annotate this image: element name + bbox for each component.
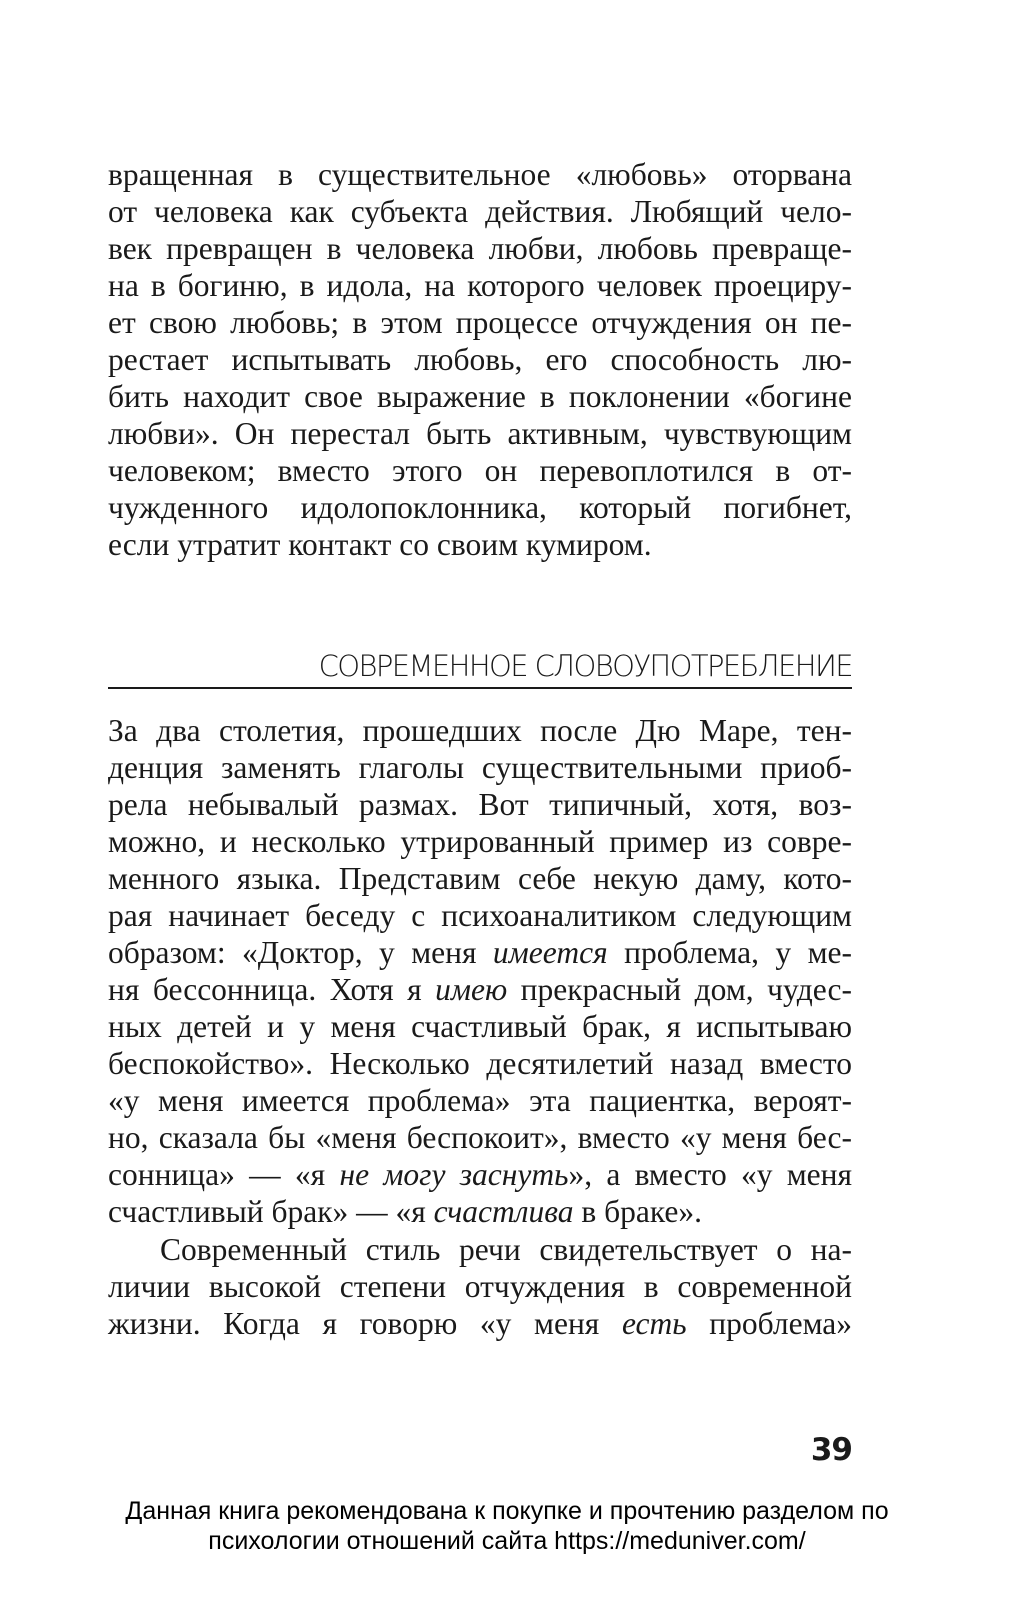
italic-run: имею	[435, 972, 508, 1007]
italic-run: есть	[621, 1306, 687, 1341]
text-line: чужденного идолопоклонника, который погибнет,	[108, 490, 852, 525]
paragraph	[108, 712, 852, 1230]
text-run: прекрасный дом, чудес-	[507, 972, 852, 1007]
text-line	[108, 1193, 852, 1230]
text-line: вращенная в существительное «любовь» оторвана	[108, 157, 852, 192]
text-run: жизни. Когда я говорю «у меня	[108, 1306, 622, 1341]
text-line: денция заменять глаголы существительными приоб-	[108, 750, 852, 785]
heading-rule	[108, 687, 852, 689]
text-line: но, сказала бы «меня беспокоит», вместо «у меня бес-	[108, 1120, 852, 1155]
footer-note	[0, 1496, 1014, 1556]
paragraph-continuation	[108, 156, 852, 563]
text-line: ных детей и у меня счастливый брак, я испытываю	[108, 1009, 852, 1044]
text-line: менного языка. Представим себе некую даму, кото-	[108, 861, 852, 896]
text-run: проблема»	[686, 1306, 853, 1341]
text-run: счастливый брак» — «я	[108, 1194, 434, 1229]
text-line: личии высокой степени отчуждения в современной	[108, 1269, 852, 1304]
section-heading: СОВРЕМЕННОЕ СЛОВОУПОТРЕБЛЕНИЕ	[318, 649, 852, 683]
text-line: рая начинает беседу с психоаналитиком следующим	[108, 898, 852, 933]
text-line	[108, 934, 852, 971]
text-run: », а вместо «у меня	[568, 1157, 852, 1192]
text-line: ет свою любовь; в этом процессе отчуждения он пе-	[108, 305, 852, 340]
text-line: За два столетия, прошедших после Дю Маре, тен-	[108, 713, 852, 748]
footer-line: Данная книга рекомендована к покупке и прочтению разделом по	[125, 1497, 889, 1525]
text-line: на в богиню, в идола, на которого человек проециру-	[108, 268, 852, 303]
text-line: человеком; вместо этого он перевоплотился в от-	[108, 453, 852, 488]
text-line: Современный стиль речи свидетельствует о на-	[160, 1232, 852, 1267]
text-line: рестает испытывать любовь, его способность лю-	[108, 342, 852, 377]
italic-run: не могу заснуть	[339, 1157, 569, 1192]
text-line: век превращен в человека любви, любовь превраще-	[108, 231, 852, 266]
italic-run: счастлива	[433, 1194, 574, 1229]
page-number: 39	[810, 1432, 852, 1468]
text-line: рела небывалый размах. Вот типичный, хотя, воз-	[108, 787, 852, 822]
text-line: беспокойство». Несколько десятилетий назад вместо	[108, 1046, 852, 1081]
text-line: бить находит свое выражение в поклонении «богине	[108, 379, 852, 414]
text-run: образом: «Доктор, у меня	[108, 935, 493, 970]
text-line: от человека как субъекта действия. Любящий чело-	[108, 194, 852, 229]
italic-run: имеется	[492, 935, 608, 970]
text-line: если утратит контакт со своим кумиром.	[108, 527, 652, 562]
text-run: сонница» — «я	[108, 1157, 340, 1192]
paragraph	[108, 1231, 852, 1342]
text-run: ня бессонница. Хотя я	[108, 972, 436, 1007]
text-line: «у меня имеется проблема» эта пациентка, вероят-	[108, 1083, 852, 1118]
text-line: можно, и несколько утрированный пример из совре-	[108, 824, 852, 859]
text-line: любви». Он перестал быть активным, чувствующим	[108, 416, 852, 451]
text-run: в браке».	[573, 1194, 702, 1229]
text-line	[108, 1305, 852, 1342]
text-run: проблема, у ме-	[607, 935, 853, 970]
footer-line: психологии отношений сайта https://meduniver.com/	[208, 1527, 806, 1555]
text-line	[108, 971, 852, 1008]
text-line	[108, 1156, 852, 1193]
